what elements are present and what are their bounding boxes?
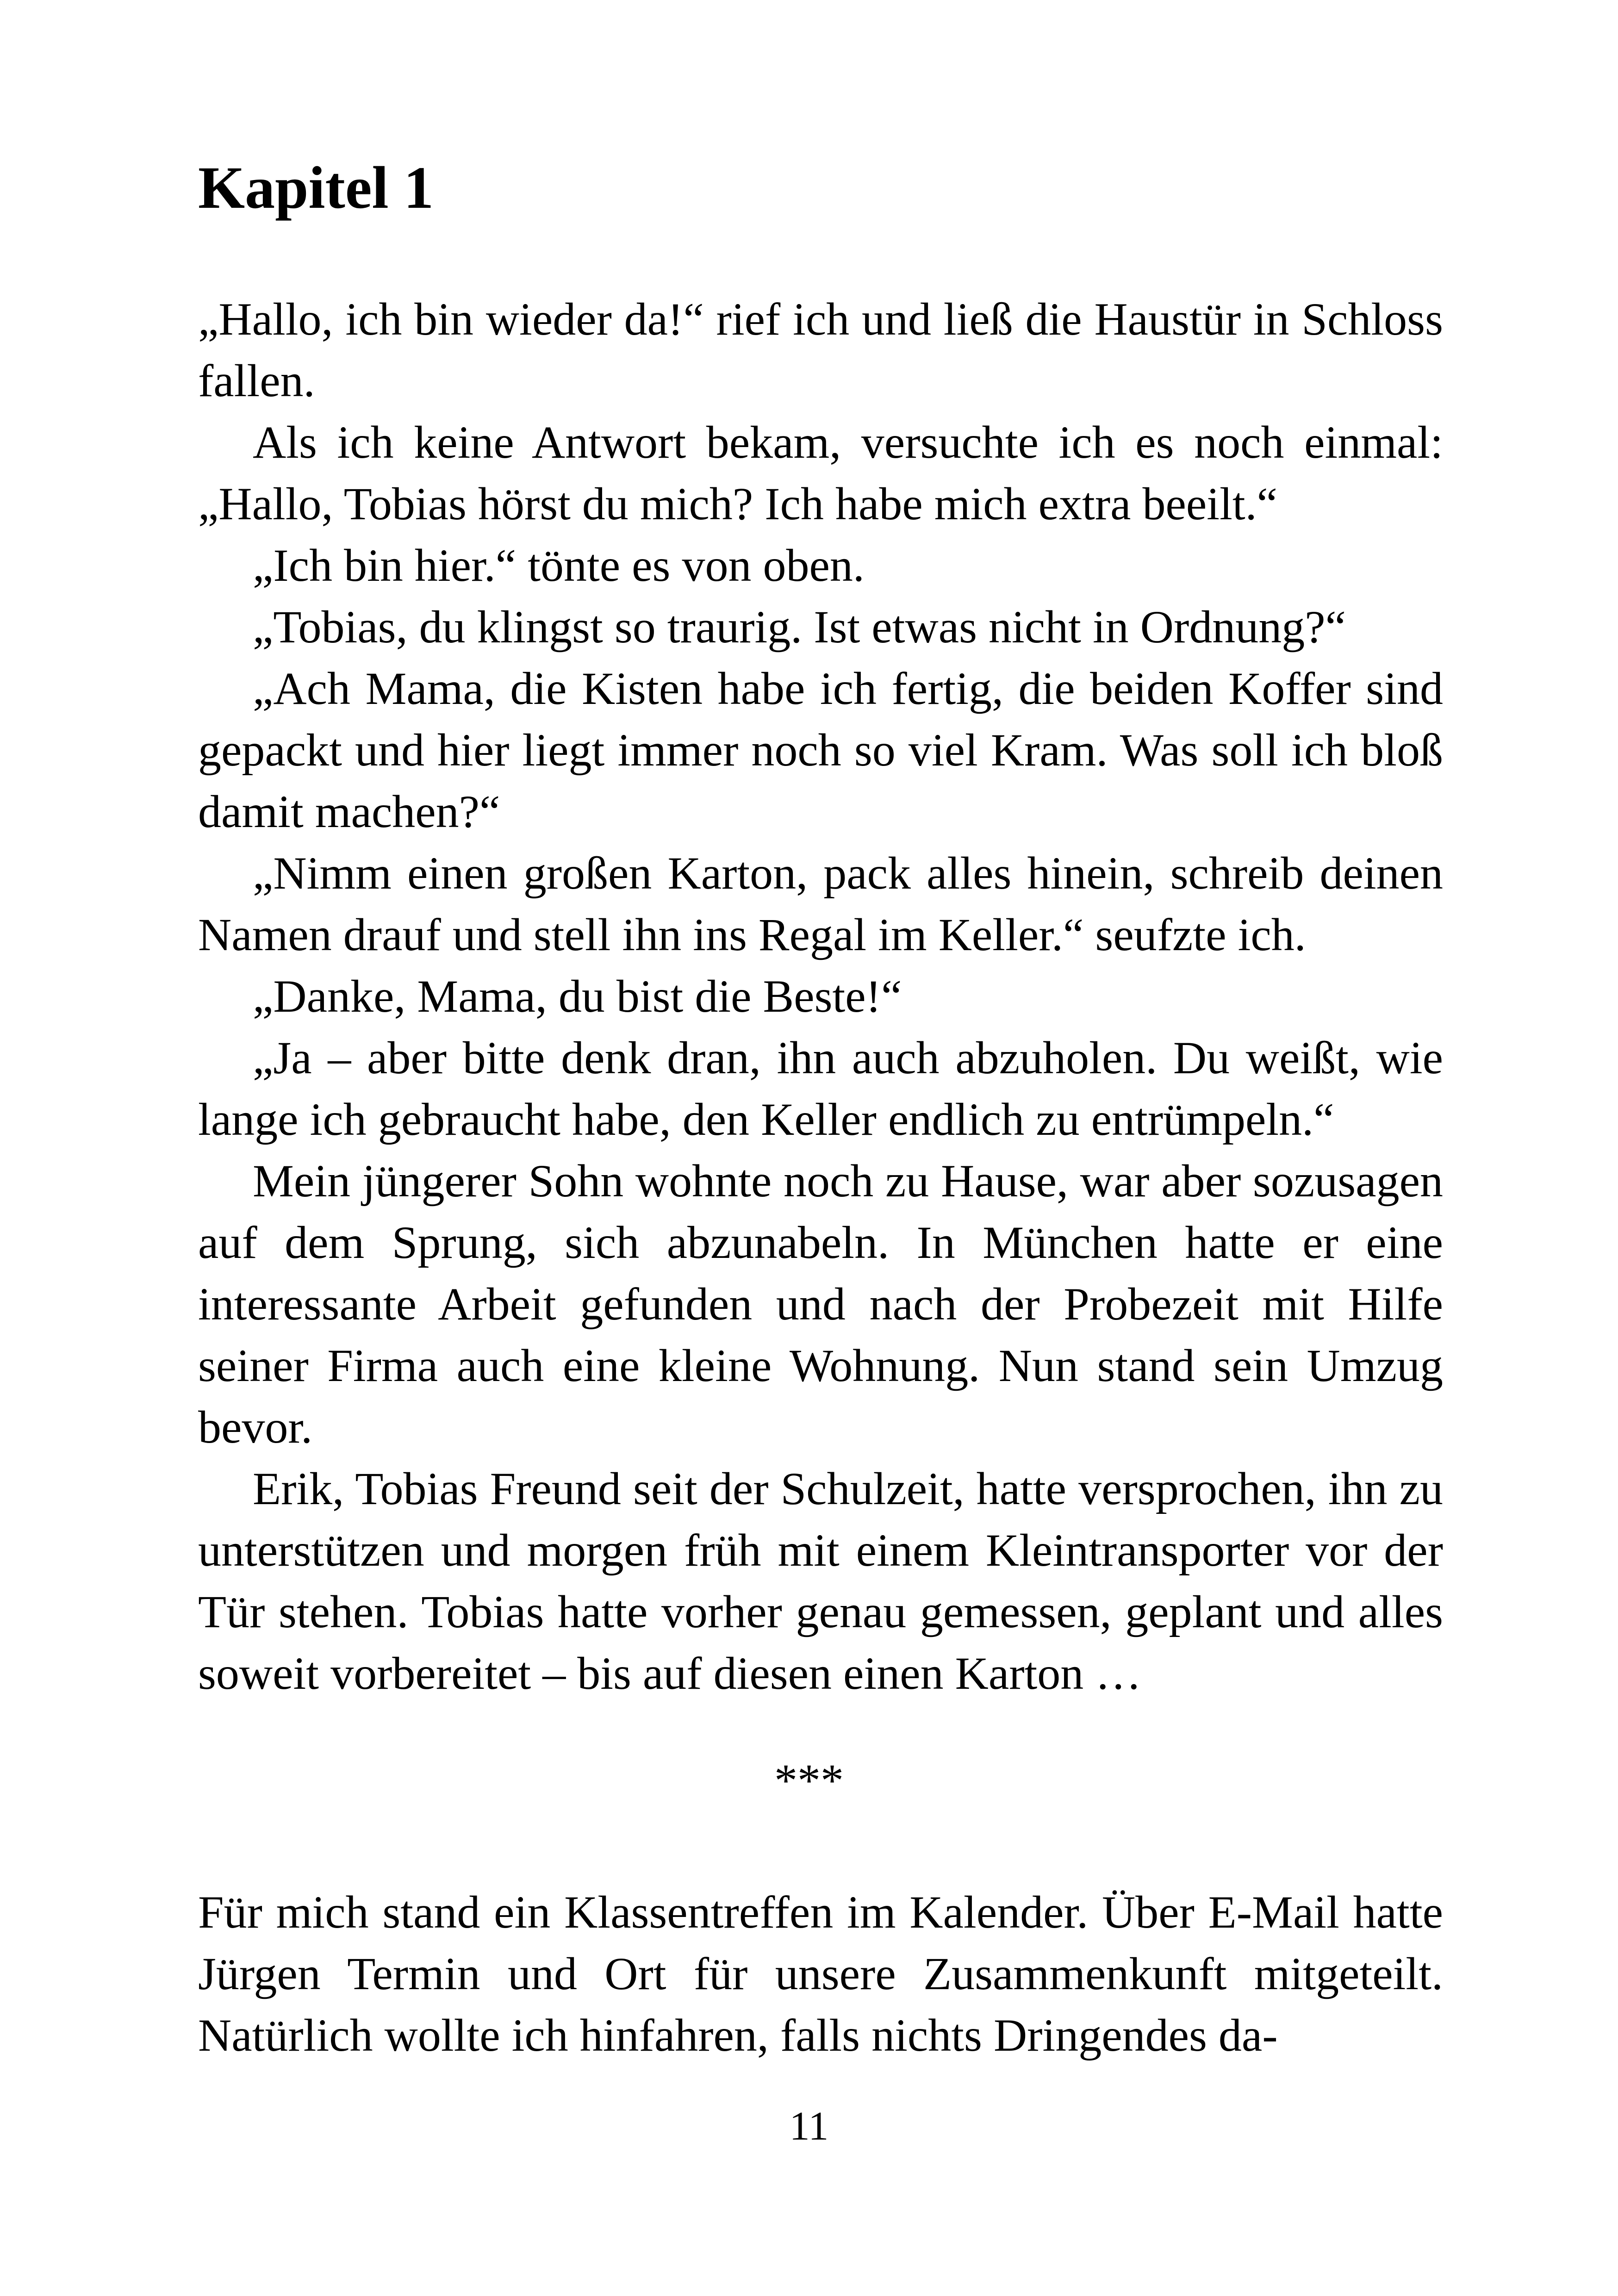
paragraph: „Ja – aber bitte denk dran, ihn auch abzuholen. Du weißt, wie lange ich gebraucht habe, den Keller endlich zu entrümpeln.“ (198, 1032, 1443, 1145)
section-body (198, 1881, 1443, 2066)
paragraph: „Danke, Mama, du bist die Beste!“ (253, 971, 902, 1022)
chapter-body (198, 288, 1443, 1704)
paragraph: „Ach Mama, die Kisten habe ich fertig, die beiden Koffer sind gepackt und hier liegt immer noch so viel Kram. Was soll ich bloß damit machen?“ (198, 663, 1443, 837)
paragraph: „Hallo, ich bin wieder da!“ rief ich und ließ die Haustür in Schloss fallen. (198, 293, 1443, 406)
section-separator: *** (774, 1755, 844, 1806)
chapter-title: Kapitel 1 (198, 155, 434, 221)
paragraph: Für mich stand ein Klassentreffen im Kalender. Über E-Mail hatte Jürgen Termin und Ort für unsere Zusammenkunft mitgeteilt. Natürlich wollte ich hinfahren, falls nichts Dringendes da- (198, 1886, 1443, 2061)
paragraph: Mein jüngerer Sohn wohnte noch zu Hause, war aber sozusagen auf dem Sprung, sich abzunabeln. In München hatte er eine interessante Arbeit gefunden und nach der Probezeit mit Hilfe seiner Firma auch eine kleine Wohnung. Nun stand sein Umzug bevor. (198, 1155, 1443, 1453)
paragraph: Als ich keine Antwort bekam, versuchte ich es noch einmal: „Hallo, Tobias hörst du mich? Ich habe mich extra beeilt.“ (198, 417, 1443, 529)
paragraph: „Nimm einen großen Karton, pack alles hinein, schreib deinen Namen drauf und stell ihn ins Regal im Keller.“ seufzte ich. (198, 847, 1443, 960)
page-number: 11 (789, 2104, 829, 2149)
paragraph: Erik, Tobias Freund seit der Schulzeit, hatte versprochen, ihn zu unterstützen und morgen früh mit einem Kleintransporter vor der Tür stehen. Tobias hatte vorher genau gemessen, geplant und alles soweit vorbereitet – bis auf diesen einen Karton … (198, 1463, 1443, 1699)
paragraph: „Ich bin hier.“ tönte es von oben. (253, 540, 865, 591)
paragraph: „Tobias, du klingst so traurig. Ist etwas nicht in Ordnung?“ (253, 601, 1346, 653)
